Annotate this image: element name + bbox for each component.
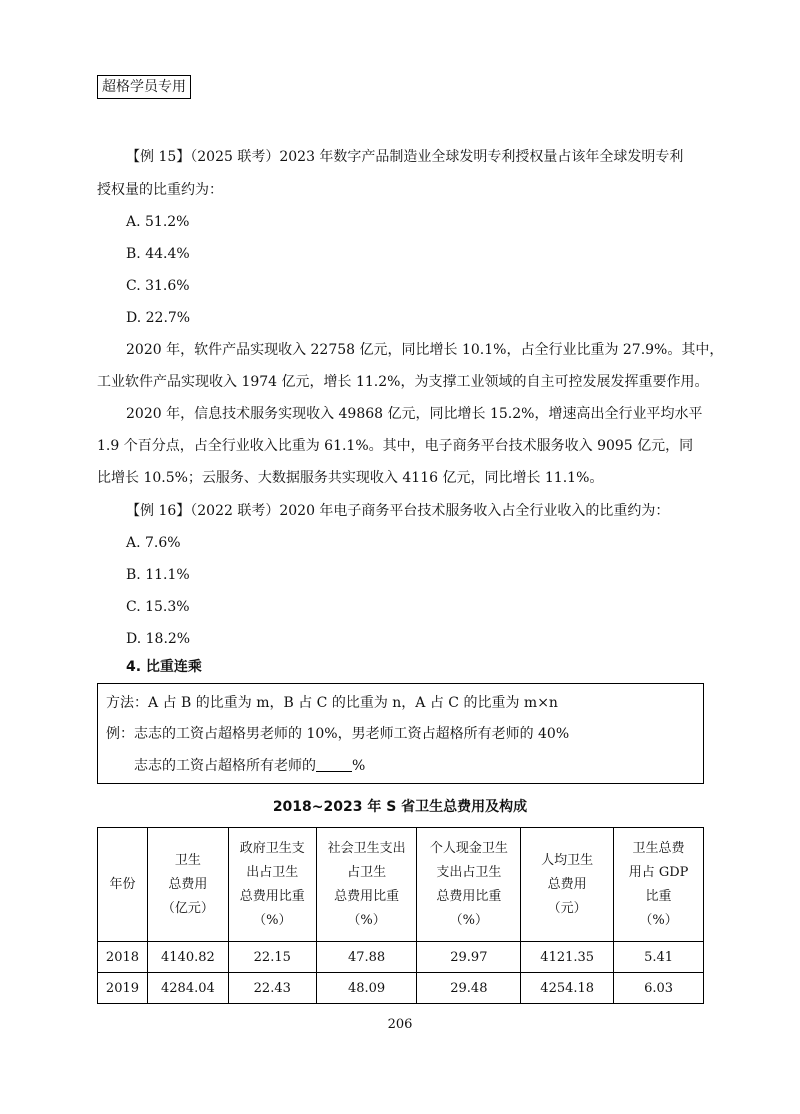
- method-question-line: [134, 756, 365, 776]
- table-cell: 2018: [98, 942, 148, 973]
- table-header-text: 人均卫生: [541, 852, 594, 868]
- para1-line2: 工业软件产品实现收入 1974 亿元，增长 11.2%，为支撑工业领域的自主可控发展发挥重要作用。: [97, 374, 709, 390]
- table-header-text: 政府卫生支: [239, 840, 305, 856]
- table-header-text: （亿元）: [161, 900, 214, 916]
- method-question-prefix: 志志的工资占超格所有老师的: [134, 758, 316, 774]
- table-cell: 5.41: [614, 942, 704, 973]
- table-row: [98, 942, 704, 973]
- health-expenditure-table: [97, 827, 704, 1004]
- table-header-text: 社会卫生支出: [327, 840, 406, 856]
- table-cell: 2019: [98, 973, 148, 1004]
- table-header-text: 比重: [645, 888, 672, 904]
- method-example-line: 例：志志的工资占超格男老师的 10%，男老师工资占超格所有老师的 40%: [106, 726, 570, 742]
- table-header-text: 总费用比重: [436, 888, 502, 904]
- table-header-text: 总费用: [168, 876, 208, 892]
- table-header-text: 占卫生: [347, 864, 387, 880]
- para2-line3: 比增长 10.5%；云服务、大数据服务共实现收入 4116 亿元，同比增长 11.1%。: [97, 470, 604, 486]
- example15-option-a: A. 51.2%: [126, 214, 190, 230]
- table-cell: 48.09: [316, 973, 417, 1004]
- table-cell: 29.48: [417, 973, 521, 1004]
- example15-option-d: D. 22.7%: [126, 310, 191, 326]
- table-cell: 47.88: [316, 942, 417, 973]
- example16-option-c: C. 15.3%: [126, 599, 190, 615]
- page-number: 206: [387, 1017, 413, 1032]
- example16-option-b: B. 11.1%: [126, 567, 190, 583]
- table-header-cell: [228, 828, 316, 942]
- table-header-cell: [521, 828, 614, 942]
- table-cell: 22.15: [228, 942, 316, 973]
- example15-question-line2: 授权量的比重约为：: [97, 182, 223, 198]
- table-cell: 4254.18: [521, 973, 614, 1004]
- table-title: 2018~2023 年 S 省卫生总费用及构成: [272, 799, 528, 815]
- table-cell: 6.03: [614, 973, 704, 1004]
- table-cell: 4121.35: [521, 942, 614, 973]
- table-header-text: （元）: [547, 900, 587, 916]
- table-header-text: （%）: [347, 912, 386, 928]
- table-cell: 29.97: [417, 942, 521, 973]
- example15-option-c: C. 31.6%: [126, 278, 190, 294]
- method-question-suffix: %: [352, 758, 366, 774]
- example15-question-line1: 【例 15】（2025 联考）2023 年数字产品制造业全球发明专利授权量占该年全球发明专利: [126, 149, 684, 165]
- table-header-cell: [417, 828, 521, 942]
- table-header-text: 总费用比重: [334, 888, 400, 904]
- watermark-stamp: 超格学员专用: [97, 75, 191, 99]
- table-header-text: 用占 GDP: [628, 864, 689, 880]
- para1-line1: 2020 年，软件产品实现收入 22758 亿元，同比增长 10.1%，占全行业比重为 27.9%。其中，: [126, 342, 724, 358]
- table-header-text: 出占卫生: [246, 864, 299, 880]
- table-cell: 4284.04: [147, 973, 228, 1004]
- table-header-text: 卫生总费: [632, 840, 685, 856]
- table-header-cell: [614, 828, 704, 942]
- section-heading: 4. 比重连乘: [126, 659, 202, 675]
- table-header-text: （%）: [639, 912, 678, 928]
- table-header-text: 总费用: [547, 876, 587, 892]
- table-cell: 4140.82: [147, 942, 228, 973]
- table-row: [98, 973, 704, 1004]
- para2-line1: 2020 年，信息技术服务实现收入 49868 亿元，同比增长 15.2%，增速高出全行业平均水平: [126, 406, 703, 422]
- example16-option-d: D. 18.2%: [126, 631, 191, 647]
- table-body: [98, 942, 704, 1004]
- table-header-text: 个人现金卫生: [429, 840, 508, 856]
- method-line1: 方法：A 占 B 的比重为 m，B 占 C 的比重为 n，A 占 C 的比重为 m×n: [106, 695, 558, 711]
- fill-in-blank: [316, 757, 352, 772]
- table-header-row: [98, 828, 704, 942]
- table-header-cell: [316, 828, 417, 942]
- table-header-text: （%）: [253, 912, 292, 928]
- method-box: [97, 683, 704, 784]
- table-header-text: 年份: [109, 876, 136, 892]
- example16-question: 【例 16】（2022 联考）2020 年电子商务平台技术服务收入占全行业收入的比重约为：: [126, 503, 670, 519]
- table-header-text: 总费用比重: [239, 888, 305, 904]
- table-header-text: 支出占卫生: [436, 864, 502, 880]
- para2-line2: 1.9 个百分点，占全行业收入比重为 61.1%。其中，电子商务平台技术服务收入 9095 亿元，同: [97, 438, 694, 454]
- example16-option-a: A. 7.6%: [126, 535, 181, 551]
- table-header-text: （%）: [449, 912, 489, 928]
- table-header-text: 卫生: [174, 852, 201, 868]
- table-cell: 22.43: [228, 973, 316, 1004]
- example15-option-b: B. 44.4%: [126, 246, 190, 262]
- table-header-cell: [147, 828, 228, 942]
- table-header-cell: [98, 828, 148, 942]
